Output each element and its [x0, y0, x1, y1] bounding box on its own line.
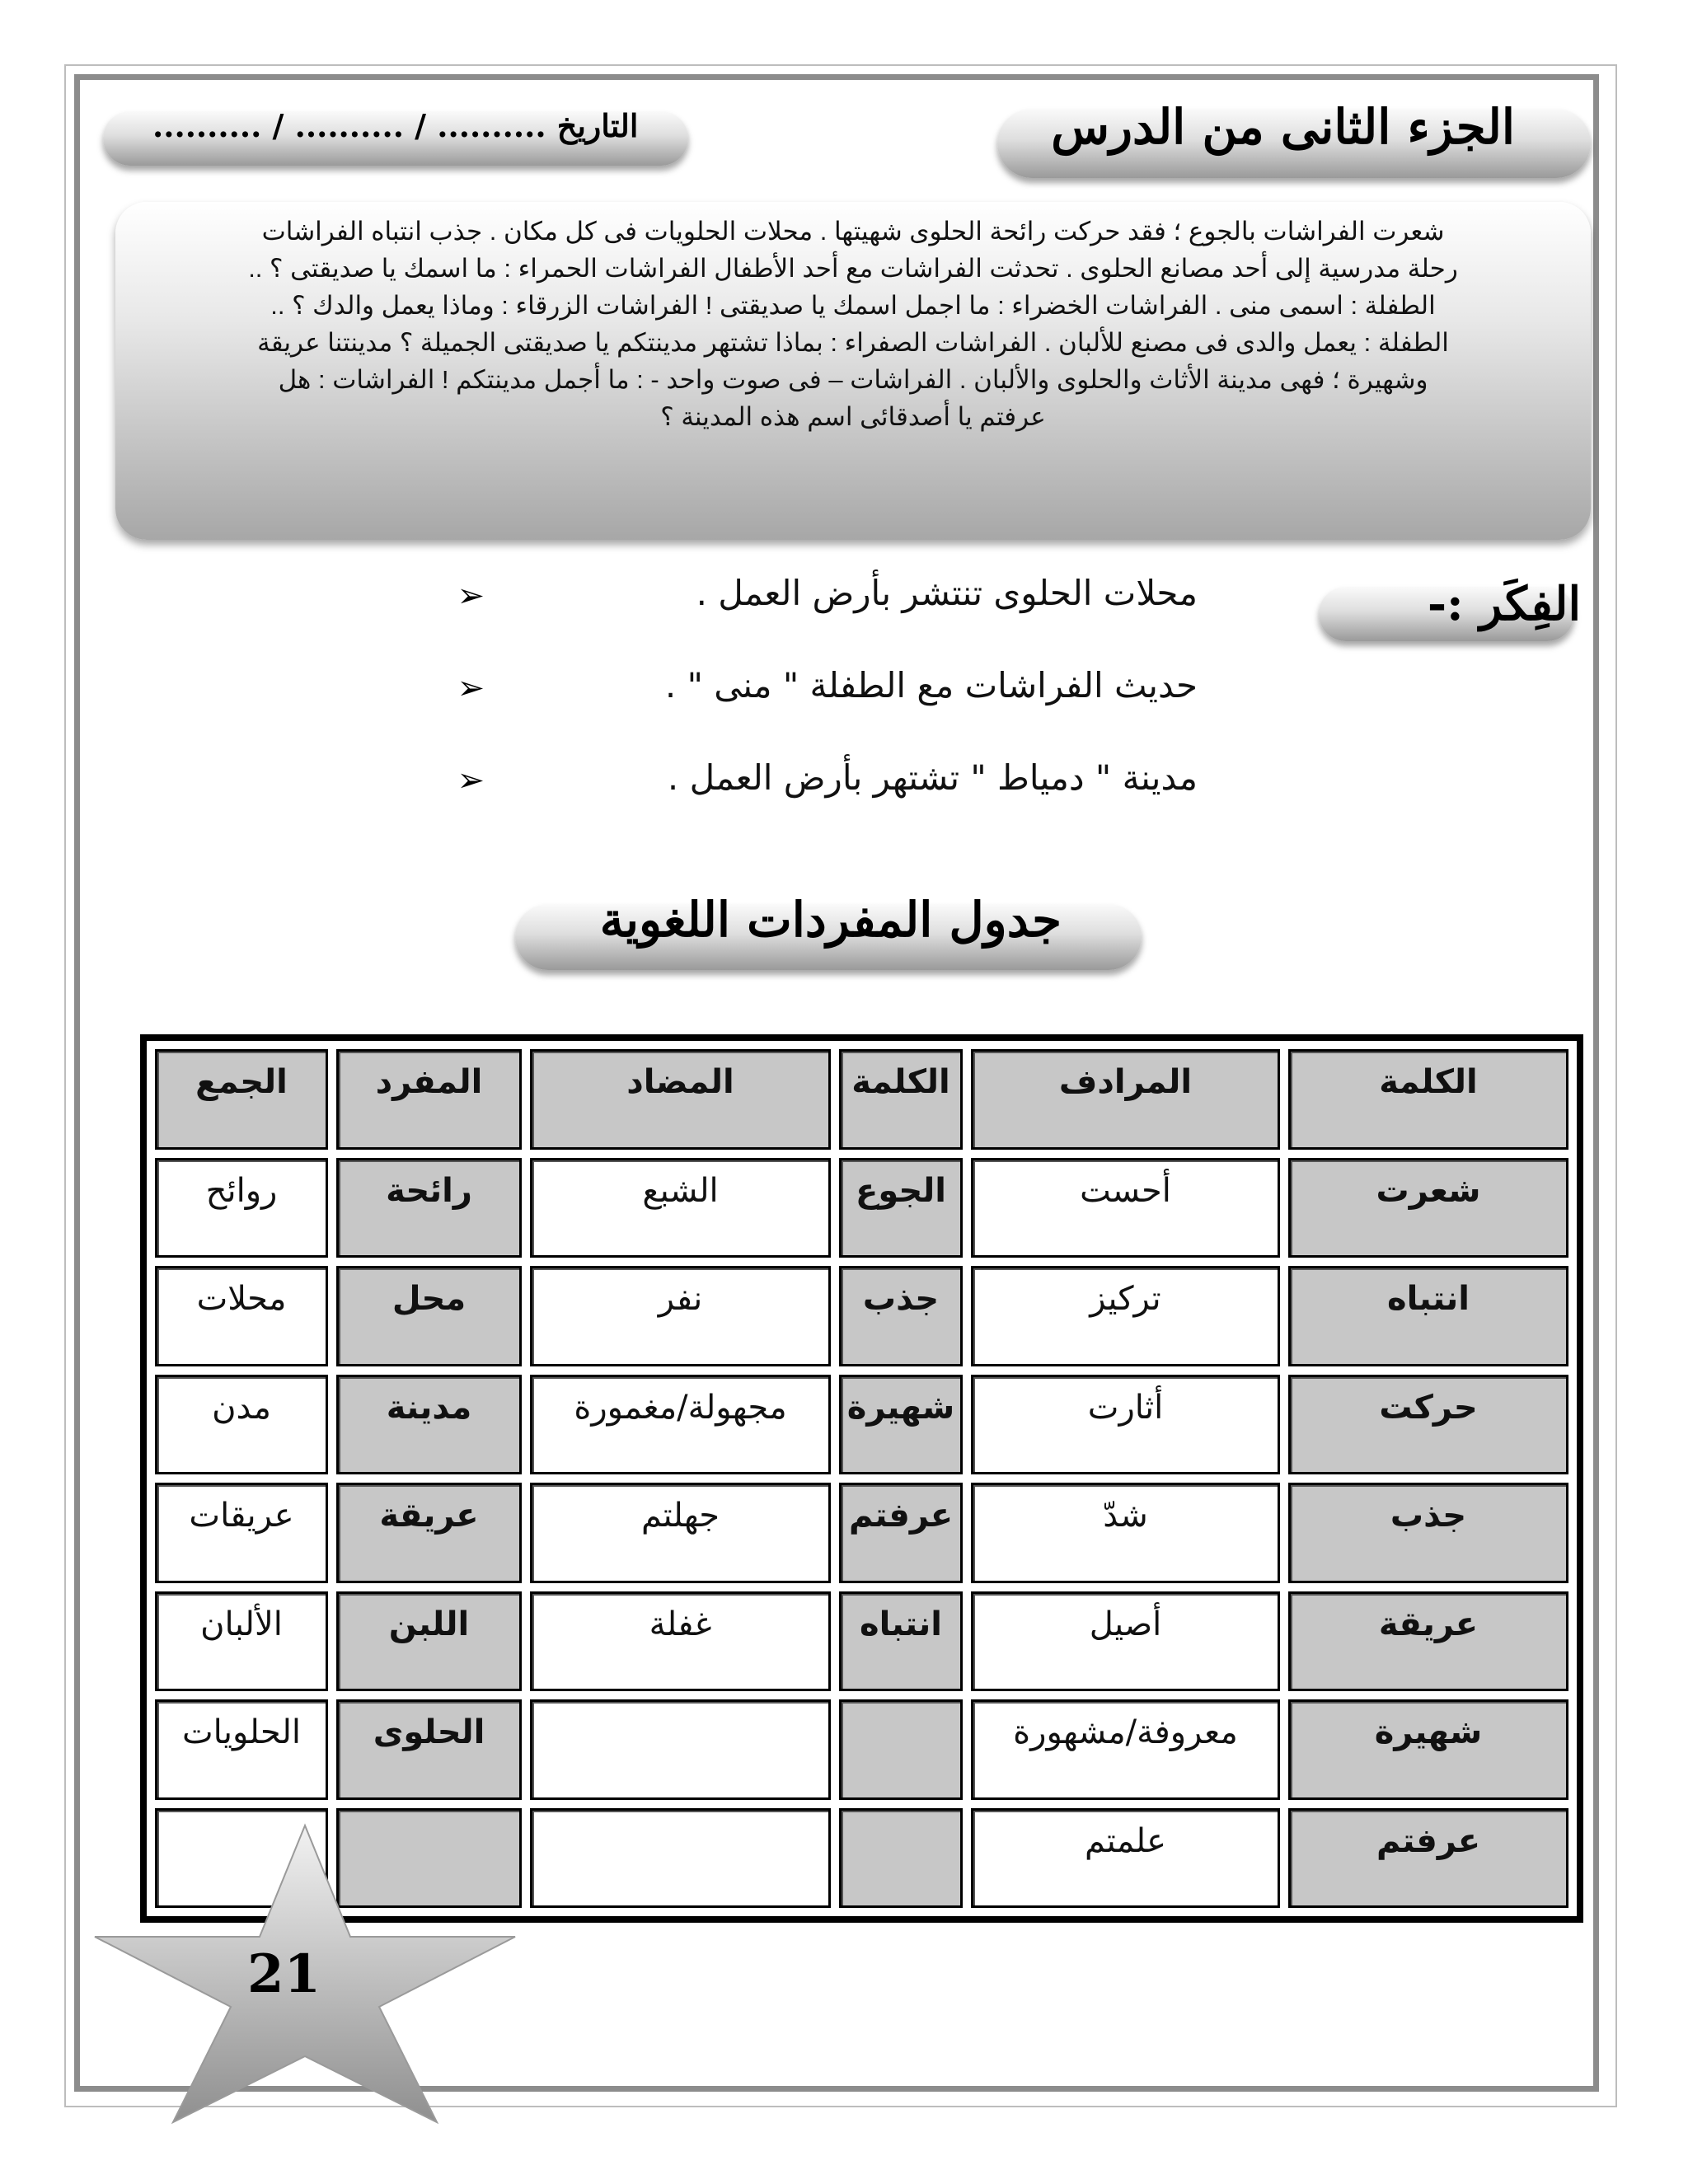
bullet-arrow-icon	[457, 762, 485, 799]
table-cell: أثارت	[971, 1375, 1280, 1475]
table-cell: جذب	[839, 1266, 963, 1366]
table-cell: عريقات	[155, 1483, 328, 1583]
idea-item: محلات الحلوى تنتشر بأرض العمل .	[696, 573, 1198, 613]
header-cell-word: الكلمة	[839, 1049, 963, 1150]
table-cell: انتباه	[839, 1591, 963, 1692]
table-cell: اللبن	[336, 1591, 522, 1692]
table-cell: عريقة	[1288, 1591, 1568, 1692]
passage-line: الطفلة : اسمى منى . الفراشات الخضراء : ما اجمل اسمك يا صديقتى ! الفراشات الزرقاء : وماذا يعمل والدك ؟ ..	[270, 291, 1436, 320]
page-number: 21	[247, 1943, 321, 2005]
header-cell-synonym: المرادف	[971, 1049, 1280, 1150]
table-cell: الجوع	[839, 1158, 963, 1258]
table-cell: جذب	[1288, 1483, 1568, 1583]
table-cell: روائح	[155, 1158, 328, 1258]
table-cell: عرفتم	[1288, 1808, 1568, 1909]
passage-text	[144, 213, 1562, 435]
table-cell: أصيل	[971, 1591, 1280, 1692]
table-cell: محل	[336, 1266, 522, 1366]
passage-line: رحلة مدرسية إلى أحد مصانع الحلوى . تحدثت الفراشات مع أحد الأطفال الفراشات الحمراء : ما اسمك يا صديقتى ؟ ..	[248, 254, 1458, 283]
table-cell: مدينة	[336, 1375, 522, 1475]
table-cell: شعرت	[1288, 1158, 1568, 1258]
table-row	[155, 1591, 1568, 1692]
idea-item: مدينة " دمياط " تشتهر بأرض العمل .	[667, 757, 1198, 798]
table-cell	[839, 1808, 963, 1909]
table-cell	[530, 1808, 831, 1909]
passage-line: شعرت الفراشات بالجوع ؛ فقد حركت رائحة الحلوى شهيتها . محلات الحلويات فى كل مكان . جذب انتباه الفراشات	[261, 217, 1445, 246]
header-cell-antonym: المضاد	[530, 1049, 831, 1150]
table-cell: الشبع	[530, 1158, 831, 1258]
passage-line: وشهيرة ؛ فهى مدينة الأثاث والحلوى والألبان . الفراشات – فى صوت واحد - : ما أجمل مدينتكم ! الفراشات : هل	[278, 365, 1428, 394]
vocab-table-title: جدول المفردات اللغوية	[599, 892, 1062, 948]
lesson-title: الجزء الثانى من الدرس	[1051, 99, 1515, 155]
table-cell	[839, 1699, 963, 1800]
table-cell: انتباه	[1288, 1266, 1568, 1366]
table-header-row	[155, 1049, 1568, 1150]
table-cell: شهيرة	[839, 1375, 963, 1475]
table-cell: جهلتم	[530, 1483, 831, 1583]
passage-line: عرفتم يا أصدقائى اسم هذه المدينة ؟	[660, 402, 1046, 431]
table-row	[155, 1375, 1568, 1475]
table-cell: شهيرة	[1288, 1699, 1568, 1800]
table-cell: تركيز	[971, 1266, 1280, 1366]
table-cell: عرفتم	[839, 1483, 963, 1583]
table-cell: الحلوى	[336, 1699, 522, 1800]
table-row	[155, 1266, 1568, 1366]
table-cell: حركت	[1288, 1375, 1568, 1475]
bullet-arrow-icon	[457, 577, 485, 615]
table-row	[155, 1699, 1568, 1800]
table-cell: معروفة/مشهورة	[971, 1699, 1280, 1800]
table-cell: مجهولة/مغمورة	[530, 1375, 831, 1475]
table-cell: مدن	[155, 1375, 328, 1475]
table-row	[155, 1483, 1568, 1583]
table-cell: شدّ	[971, 1483, 1280, 1583]
table-cell: أحست	[971, 1158, 1280, 1258]
date-field: التاريخ .......... / .......... / ..........	[152, 107, 639, 144]
table-cell: محلات	[155, 1266, 328, 1366]
table-cell: نفر	[530, 1266, 831, 1366]
header-cell-word: الكلمة	[1288, 1049, 1568, 1150]
ideas-heading: الفِكَر :-	[1427, 577, 1581, 631]
header-cell-singular: المفرد	[336, 1049, 522, 1150]
table-cell: غفلة	[530, 1591, 831, 1692]
table-cell: رائحة	[336, 1158, 522, 1258]
table-row	[155, 1158, 1568, 1258]
table-cell: الحلويات	[155, 1699, 328, 1800]
table-cell: علمتم	[971, 1808, 1280, 1909]
idea-item: حديث الفراشات مع الطفلة " منى " .	[664, 665, 1198, 705]
passage-line: الطفلة : يعمل والدى فى مصنع للألبان . الفراشات الصفراء : بماذا تشتهر مدينتكم يا صديقتى الجميلة ؟ مدينتنا عريقة	[257, 328, 1449, 357]
table-cell: الألبان	[155, 1591, 328, 1692]
vocab-table	[140, 1034, 1583, 1923]
table-cell	[530, 1699, 831, 1800]
header-cell-plural: الجمع	[155, 1049, 328, 1150]
table-cell: عريقة	[336, 1483, 522, 1583]
bullet-arrow-icon	[457, 669, 485, 707]
